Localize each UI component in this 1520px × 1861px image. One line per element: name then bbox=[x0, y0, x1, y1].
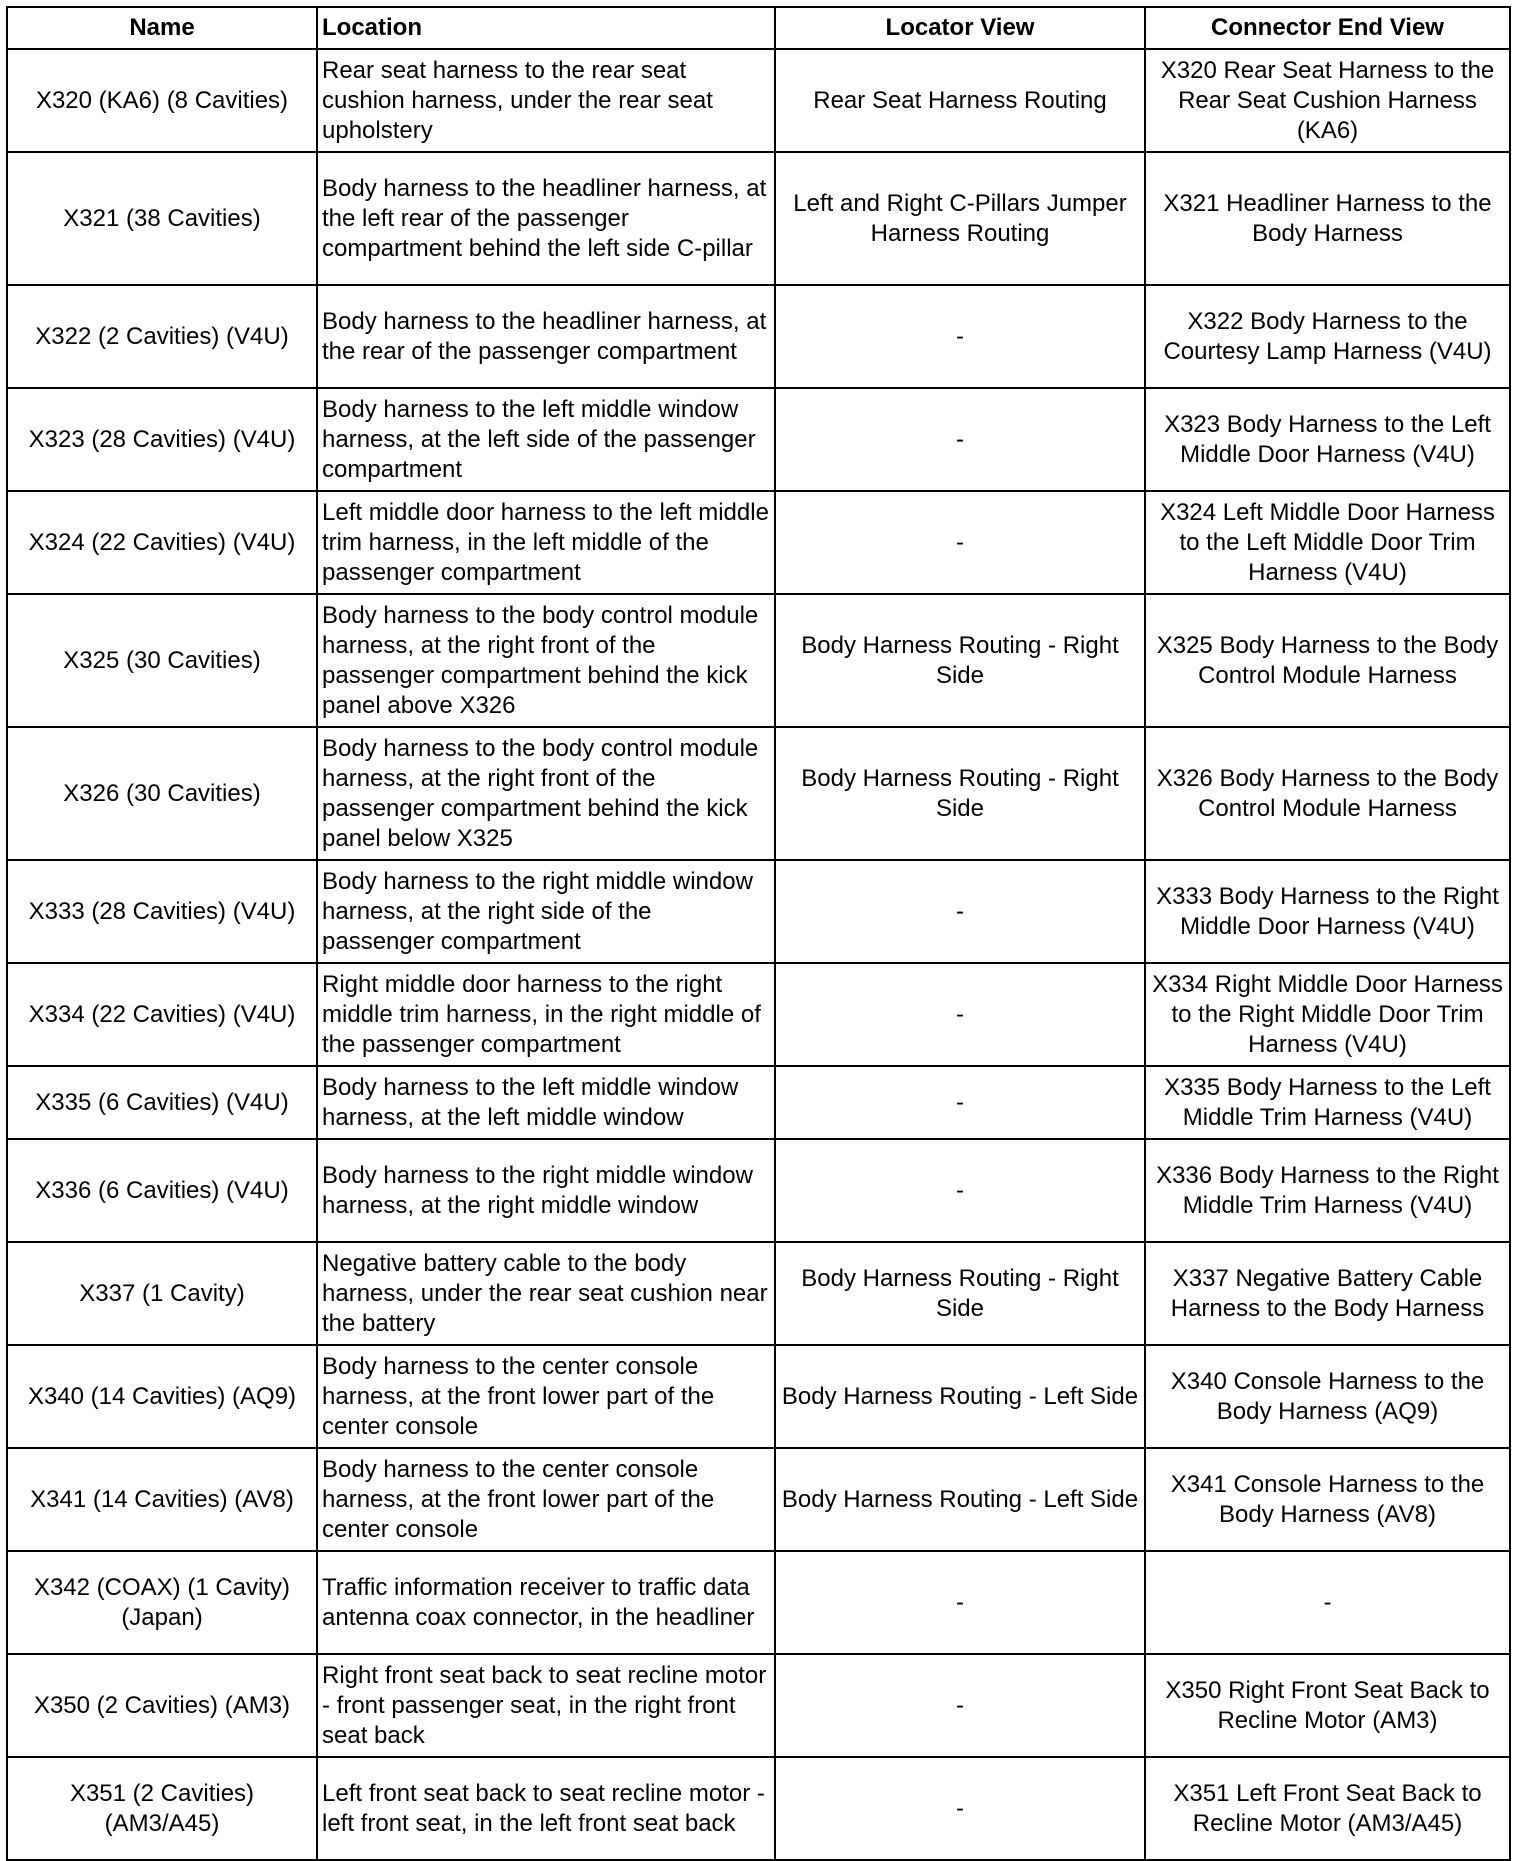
cell-connector-end-view: X341 Console Harness to the Body Harness (AV8) bbox=[1145, 1448, 1510, 1551]
table-row bbox=[7, 1551, 1510, 1654]
cell-name: X322 (2 Cavities) (V4U) bbox=[7, 285, 317, 388]
cell-name: X323 (28 Cavities) (V4U) bbox=[7, 388, 317, 491]
table-row bbox=[7, 594, 1510, 727]
cell-name: X337 (1 Cavity) bbox=[7, 1242, 317, 1345]
cell-connector-end-view: X340 Console Harness to the Body Harness (AQ9) bbox=[1145, 1345, 1510, 1448]
connector-table bbox=[6, 6, 1511, 1861]
cell-connector-end-view: X324 Left Middle Door Harness to the Left Middle Door Trim Harness (V4U) bbox=[1145, 491, 1510, 594]
table-row bbox=[7, 152, 1510, 285]
cell-locator-view: - bbox=[775, 963, 1145, 1066]
table-row bbox=[7, 1345, 1510, 1448]
cell-location: Right front seat back to seat recline motor - front passenger seat, in the right front seat back bbox=[317, 1654, 775, 1757]
cell-location: Body harness to the right middle window harness, at the right side of the passenger compartment bbox=[317, 860, 775, 963]
cell-name: X350 (2 Cavities) (AM3) bbox=[7, 1654, 317, 1757]
table-row bbox=[7, 1448, 1510, 1551]
header-connector-end-view: Connector End View bbox=[1145, 7, 1510, 49]
table-row bbox=[7, 491, 1510, 594]
cell-name: X342 (COAX) (1 Cavity) (Japan) bbox=[7, 1551, 317, 1654]
cell-connector-end-view: X335 Body Harness to the Left Middle Trim Harness (V4U) bbox=[1145, 1066, 1510, 1139]
table-row bbox=[7, 727, 1510, 860]
table-row bbox=[7, 1066, 1510, 1139]
cell-locator-view: Rear Seat Harness Routing bbox=[775, 49, 1145, 152]
table-row bbox=[7, 1654, 1510, 1757]
table-row bbox=[7, 49, 1510, 152]
cell-connector-end-view: X351 Left Front Seat Back to Recline Motor (AM3/A45) bbox=[1145, 1757, 1510, 1860]
cell-name: X326 (30 Cavities) bbox=[7, 727, 317, 860]
cell-location: Body harness to the left middle window harness, at the left side of the passenger compartment bbox=[317, 388, 775, 491]
cell-connector-end-view: X334 Right Middle Door Harness to the Right Middle Door Trim Harness (V4U) bbox=[1145, 963, 1510, 1066]
cell-connector-end-view: X321 Headliner Harness to the Body Harness bbox=[1145, 152, 1510, 285]
header-location: Location bbox=[317, 7, 775, 49]
cell-name: X334 (22 Cavities) (V4U) bbox=[7, 963, 317, 1066]
cell-locator-view: Body Harness Routing - Right Side bbox=[775, 594, 1145, 727]
cell-locator-view: - bbox=[775, 860, 1145, 963]
cell-locator-view: - bbox=[775, 388, 1145, 491]
cell-location: Body harness to the body control module harness, at the right front of the passenger compartment behind the kick panel below X325 bbox=[317, 727, 775, 860]
cell-connector-end-view: X323 Body Harness to the Left Middle Door Harness (V4U) bbox=[1145, 388, 1510, 491]
cell-locator-view: - bbox=[775, 1551, 1145, 1654]
cell-name: X321 (38 Cavities) bbox=[7, 152, 317, 285]
cell-location: Body harness to the headliner harness, at the rear of the passenger compartment bbox=[317, 285, 775, 388]
cell-connector-end-view: X337 Negative Battery Cable Harness to the Body Harness bbox=[1145, 1242, 1510, 1345]
cell-location: Body harness to the center console harness, at the front lower part of the center console bbox=[317, 1448, 775, 1551]
cell-name: X333 (28 Cavities) (V4U) bbox=[7, 860, 317, 963]
cell-locator-view: - bbox=[775, 1139, 1145, 1242]
cell-location: Left middle door harness to the left middle trim harness, in the left middle of the passenger compartment bbox=[317, 491, 775, 594]
cell-locator-view: - bbox=[775, 285, 1145, 388]
cell-location: Left front seat back to seat recline motor - left front seat, in the left front seat back bbox=[317, 1757, 775, 1860]
cell-location: Body harness to the left middle window harness, at the left middle window bbox=[317, 1066, 775, 1139]
cell-location: Right middle door harness to the right middle trim harness, in the right middle of the passenger compartment bbox=[317, 963, 775, 1066]
cell-connector-end-view: X322 Body Harness to the Courtesy Lamp Harness (V4U) bbox=[1145, 285, 1510, 388]
cell-location: Body harness to the center console harness, at the front lower part of the center console bbox=[317, 1345, 775, 1448]
cell-locator-view: - bbox=[775, 491, 1145, 594]
cell-connector-end-view: X336 Body Harness to the Right Middle Trim Harness (V4U) bbox=[1145, 1139, 1510, 1242]
cell-name: X320 (KA6) (8 Cavities) bbox=[7, 49, 317, 152]
cell-name: X340 (14 Cavities) (AQ9) bbox=[7, 1345, 317, 1448]
cell-locator-view: - bbox=[775, 1757, 1145, 1860]
table-row bbox=[7, 860, 1510, 963]
cell-connector-end-view: - bbox=[1145, 1551, 1510, 1654]
table-row bbox=[7, 285, 1510, 388]
cell-connector-end-view: X350 Right Front Seat Back to Recline Motor (AM3) bbox=[1145, 1654, 1510, 1757]
table-row bbox=[7, 1139, 1510, 1242]
cell-location: Rear seat harness to the rear seat cushion harness, under the rear seat upholstery bbox=[317, 49, 775, 152]
cell-locator-view: Body Harness Routing - Left Side bbox=[775, 1345, 1145, 1448]
table-row bbox=[7, 1242, 1510, 1345]
cell-location: Traffic information receiver to traffic data antenna coax connector, in the headliner bbox=[317, 1551, 775, 1654]
header-row bbox=[7, 7, 1510, 49]
cell-location: Body harness to the right middle window harness, at the right middle window bbox=[317, 1139, 775, 1242]
cell-name: X335 (6 Cavities) (V4U) bbox=[7, 1066, 317, 1139]
cell-locator-view: - bbox=[775, 1654, 1145, 1757]
cell-connector-end-view: X326 Body Harness to the Body Control Module Harness bbox=[1145, 727, 1510, 860]
cell-name: X351 (2 Cavities) (AM3/A45) bbox=[7, 1757, 317, 1860]
cell-locator-view: Left and Right C-Pillars Jumper Harness Routing bbox=[775, 152, 1145, 285]
cell-locator-view: Body Harness Routing - Right Side bbox=[775, 1242, 1145, 1345]
header-name: Name bbox=[7, 7, 317, 49]
cell-connector-end-view: X333 Body Harness to the Right Middle Door Harness (V4U) bbox=[1145, 860, 1510, 963]
cell-locator-view: - bbox=[775, 1066, 1145, 1139]
cell-name: X324 (22 Cavities) (V4U) bbox=[7, 491, 317, 594]
cell-name: X325 (30 Cavities) bbox=[7, 594, 317, 727]
cell-name: X336 (6 Cavities) (V4U) bbox=[7, 1139, 317, 1242]
table-row bbox=[7, 1757, 1510, 1860]
cell-location: Negative battery cable to the body harness, under the rear seat cushion near the battery bbox=[317, 1242, 775, 1345]
cell-connector-end-view: X325 Body Harness to the Body Control Module Harness bbox=[1145, 594, 1510, 727]
table-row bbox=[7, 388, 1510, 491]
cell-locator-view: Body Harness Routing - Left Side bbox=[775, 1448, 1145, 1551]
cell-connector-end-view: X320 Rear Seat Harness to the Rear Seat Cushion Harness (KA6) bbox=[1145, 49, 1510, 152]
cell-location: Body harness to the body control module harness, at the right front of the passenger compartment behind the kick panel above X326 bbox=[317, 594, 775, 727]
cell-location: Body harness to the headliner harness, at the left rear of the passenger compartment behind the left side C-pillar bbox=[317, 152, 775, 285]
table-row bbox=[7, 963, 1510, 1066]
cell-locator-view: Body Harness Routing - Right Side bbox=[775, 727, 1145, 860]
cell-name: X341 (14 Cavities) (AV8) bbox=[7, 1448, 317, 1551]
header-locator-view: Locator View bbox=[775, 7, 1145, 49]
